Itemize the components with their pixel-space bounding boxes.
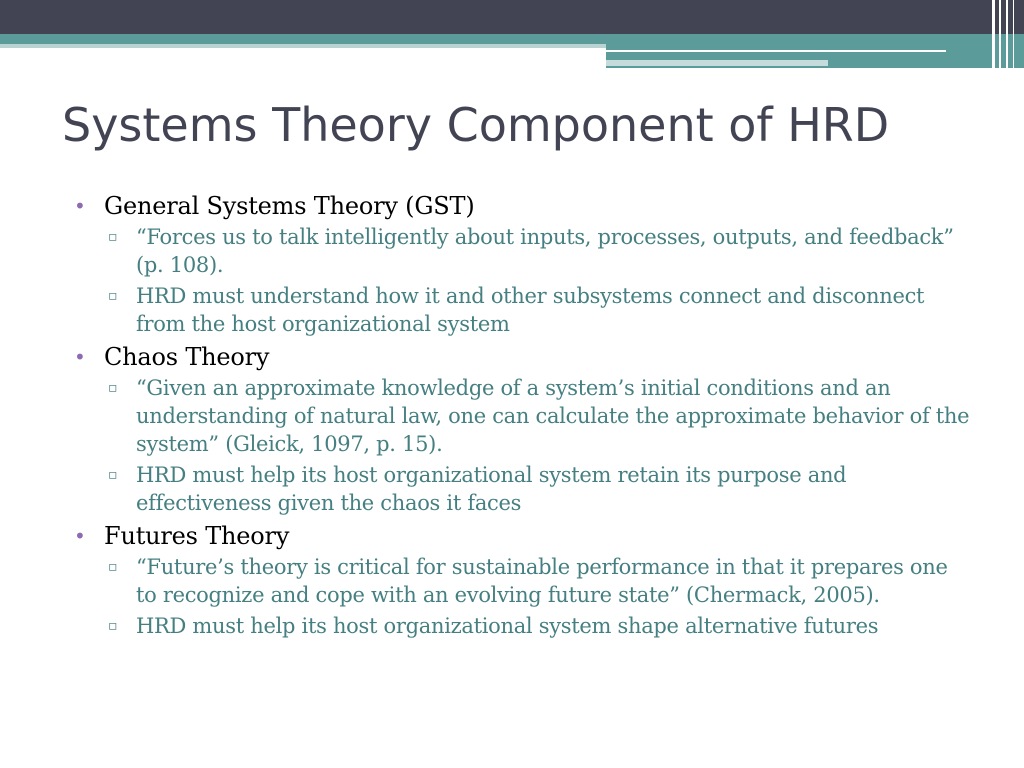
bullet-list (74, 190, 974, 643)
bullet-icon: • (74, 194, 86, 218)
sub-bullet-item (74, 553, 974, 609)
sub-bullet-icon: ▫ (108, 559, 118, 575)
sub-bullet-text: “Future’s theory is critical for sustainable performance in that it prepares one to recognize and cope with an evolving future state” (Chermack, 2005). (136, 555, 948, 607)
bullet-item (74, 190, 974, 222)
sub-bullet-text: “Given an approximate knowledge of a system’s initial conditions and an understanding of natural law, one can calculate the approximate behavior of the system” (Gleick, 1097, p. 15). (136, 376, 970, 456)
sub-bullet-item (74, 223, 974, 279)
bullet-text: General Systems Theory (GST) (104, 192, 475, 220)
header-banner-edge-line (1013, 0, 1014, 68)
bullet-icon: • (74, 345, 86, 369)
sub-bullet-icon: ▫ (108, 618, 118, 634)
header-banner-dark (0, 0, 1024, 34)
sub-bullet-icon: ▫ (108, 288, 118, 304)
sub-bullet-text: “Forces us to talk intelligently about inputs, processes, outputs, and feedback” (p. 108). (136, 225, 954, 277)
bullet-text: Chaos Theory (104, 343, 270, 371)
bullet-text: Futures Theory (104, 522, 290, 550)
sub-bullet-icon: ▫ (108, 380, 118, 396)
sub-bullet-item (74, 461, 974, 517)
bullet-item (74, 520, 974, 552)
header-banner-edge-line (992, 0, 995, 68)
slide-title: Systems Theory Component of HRD (62, 98, 890, 152)
header-banner-light-stripe-right (606, 60, 828, 66)
sub-bullet-icon: ▫ (108, 229, 118, 245)
sub-bullet-icon: ▫ (108, 467, 118, 483)
bullet-icon: • (74, 524, 86, 548)
sub-bullet-item (74, 612, 974, 640)
sub-bullet-item (74, 374, 974, 458)
sub-bullet-text: HRD must understand how it and other subsystems connect and disconnect from the host organizational system (136, 284, 925, 336)
bullet-item (74, 341, 974, 373)
header-banner-edge-line (999, 0, 1001, 68)
header-banner-teal (0, 34, 1024, 44)
header-banner-light-stripe (0, 44, 606, 48)
header-banner-edge-line (1006, 0, 1008, 68)
header-banner-white-line (606, 50, 946, 52)
sub-bullet-text: HRD must help its host organizational system retain its purpose and effectiveness given the chaos it faces (136, 463, 847, 515)
sub-bullet-item (74, 282, 974, 338)
sub-bullet-text: HRD must help its host organizational system shape alternative futures (136, 614, 879, 638)
